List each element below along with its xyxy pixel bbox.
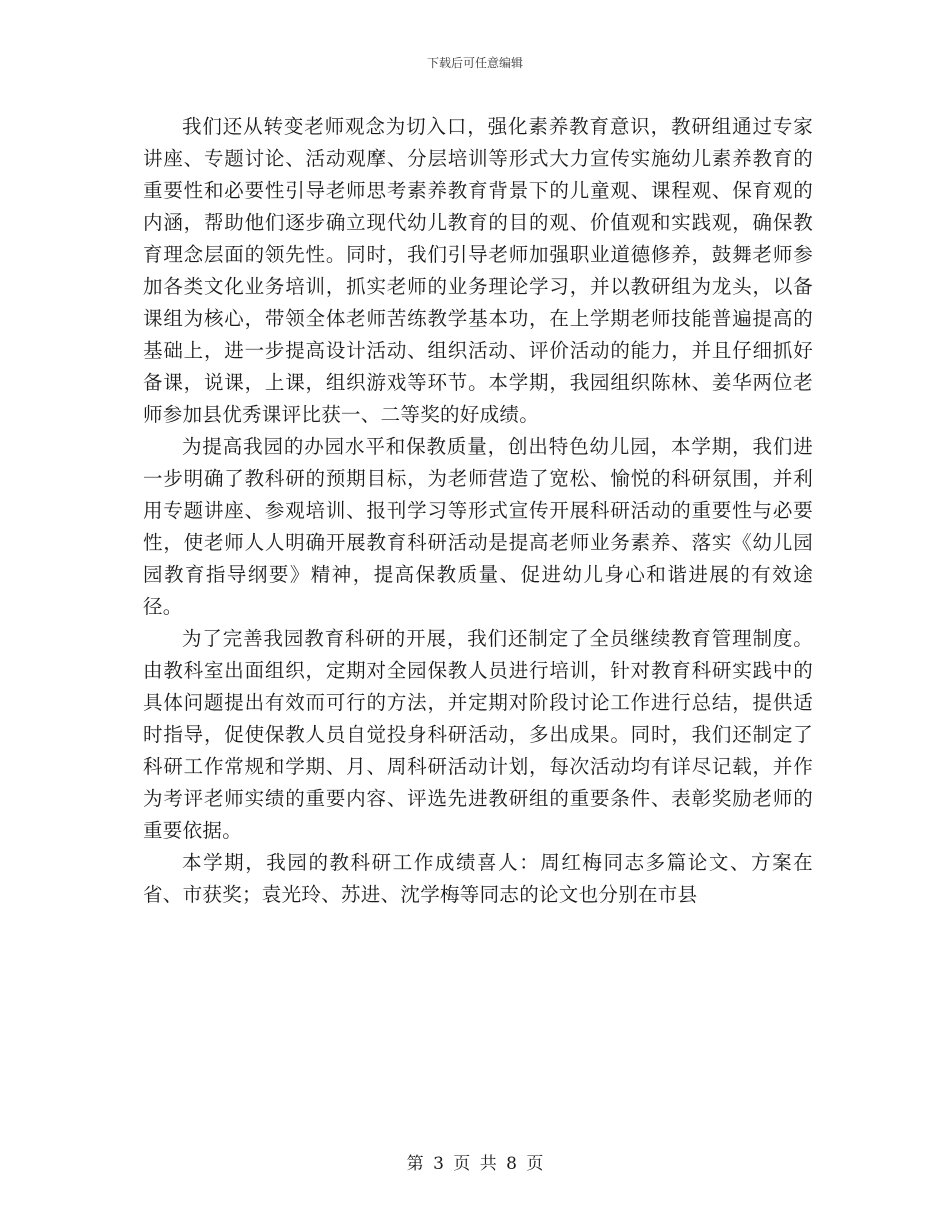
paragraph-achievements: 本学期，我园的教科研工作成绩喜人：周红梅同志多篇论文、方案在省、市获奖；袁光玲、苏进、沈学梅等同志的论文也分别在市县 [143, 851, 813, 906]
paragraph-teacher-training: 我们还从转变老师观念为切入口，强化素养教育意识，教研组通过专家讲座、专题讨论、活动观摩、分层培训等形式大力宣传实施幼儿素养教育的重要性和必要性引导老师思考素养教育背景下的儿童观、课程观、保育观的内涵，帮助他们逐步确立现代幼儿教育的目的观、价值观和实践观，确保教育理念层面的领先性。同时，我们引导老师加强职业道德修养，鼓舞老师参加各类文化业务培训，抓实老师的业务理论学习，并以教研组为龙头，以备课组为核心，带领全体老师苦练教学基本功，在上学期老师技能普遍提高的基础上，进一步提高设计活动、组织活动、评价活动的能力，并且仔细抓好备课，说课，上课，组织游戏等环节。本学期，我园组织陈林、姜华两位老师参加县优秀课评比获一、二等奖的好成绩。 [143, 115, 813, 426]
page-number-footer: 第 3 页 共 8 页 [406, 1154, 544, 1174]
paragraph-research-goals: 为提高我园的办园水平和保教质量，创出特色幼儿园，本学期，我们进一步明确了教科研的预期目标，为老师营造了宽松、愉悦的科研氛围，并利用专题讲座、参观培训、报刊学习等形式宣传开展科研活动的重要性与必要性，使老师人人明确开展教育科研活动是提高老师业务素养、落实《幼儿园园教育指导纲要》精神，提高保教质量、促进幼儿身心和谐进展的有效途径。 [143, 435, 813, 618]
paragraph-continuing-education: 为了完善我园教育科研的开展，我们还制定了全员继续教育管理制度。由教科室出面组织，定期对全园保教人员进行培训，针对教育科研实践中的具体问题提出有效而可行的方法，并定期对阶段讨论工作进行总结，提供适时指导，促使保教人员自觉投身科研活动，多出成果。同时，我们还制定了科研工作常规和学期、月、周科研活动计划，每次活动均有详尽记载，并作为考评老师实绩的重要内容、评选先进教研组的重要条件、表彰奖励老师的重要依据。 [143, 627, 813, 842]
page-header: 下载后可任意编辑 [426, 56, 523, 70]
document-body [143, 111, 813, 911]
